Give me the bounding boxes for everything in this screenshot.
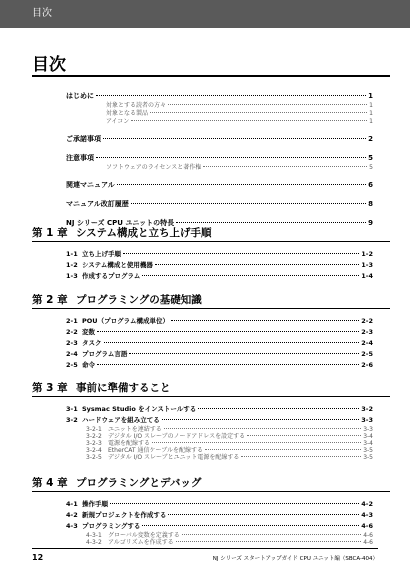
chapter-title: 事前に準備すること	[76, 382, 171, 394]
toc-entry-label: ユニットを連結する	[108, 426, 162, 433]
toc-entry-number: 3-2-5	[86, 454, 102, 461]
toc-subsection[interactable]	[86, 537, 373, 546]
toc-leader-dots	[247, 435, 361, 436]
toc-entry-label: NJ シリーズ CPU ユニットの特長	[66, 219, 175, 227]
toc-leader-dots	[164, 428, 361, 429]
toc-section[interactable]	[66, 499, 373, 508]
toc-entry-page: 4-2	[361, 500, 373, 508]
toc-leader-dots	[182, 534, 361, 535]
toc-entry-label: グローバル変数を定義する	[108, 532, 180, 539]
toc-entry-label: 変数	[82, 328, 95, 336]
toc-entry-label: 対象となる製品	[106, 110, 149, 117]
chapter-heading	[32, 225, 390, 240]
toc-entry-label: プログラミングする	[82, 522, 141, 530]
footer-divider	[32, 548, 378, 549]
toc-leader-dots	[142, 275, 359, 276]
toc-entry-label: 立ち上げ手順	[82, 250, 121, 258]
toc-entry-label: 注意事項	[66, 154, 94, 162]
toc-leader-dots	[97, 364, 359, 365]
toc-entry-number: 3-1	[66, 405, 78, 413]
footer-page-number: 12	[32, 553, 44, 562]
toc-entry-page: 1-3	[361, 261, 373, 269]
toc-section[interactable]	[66, 316, 373, 325]
toc-section[interactable]	[66, 249, 373, 258]
toc-entry-label: アルゴリズムを作成する	[108, 539, 174, 546]
chapter-title: プログラミングの基礎知識	[76, 294, 202, 306]
toc-entry-page: 4-6	[363, 539, 373, 546]
toc-leader-dots	[171, 320, 359, 321]
toc-entry-page: 3-5	[363, 454, 373, 461]
toc-entry-number: 3-2-2	[86, 433, 102, 440]
toc-leader-dots	[96, 157, 366, 158]
toc-entry-page: 9	[368, 219, 373, 227]
toc-entry-page: 1	[368, 92, 373, 100]
toc-leader-dots	[152, 442, 361, 443]
header-section-label: 目次	[32, 8, 52, 19]
toc-entry-page: 4-6	[361, 522, 373, 530]
toc-leader-dots	[131, 203, 366, 204]
toc-entry-page: 3-3	[361, 416, 373, 424]
toc-leader-dots	[104, 342, 360, 343]
toc-entry-label: 命令	[82, 361, 95, 369]
chapter-number: 第 4 章	[32, 477, 68, 489]
toc-entry-number: 4-3-1	[86, 532, 102, 539]
toc-entry-number: 4-3-2	[86, 539, 102, 546]
toc-section[interactable]	[66, 260, 373, 269]
toc-entry-page: 3-2	[361, 405, 373, 413]
chapter-divider	[32, 396, 390, 397]
toc-entry-page: 1-4	[361, 272, 373, 280]
toc-section[interactable]	[66, 404, 373, 413]
toc-entry-page: 1-2	[361, 250, 373, 258]
toc-entry-label: システム構成と使用機器	[82, 261, 153, 269]
toc-leader-dots	[117, 184, 366, 185]
toc-entry-page: 3-4	[363, 440, 373, 447]
toc-leader-dots	[203, 166, 367, 167]
toc-entry-page: 4-3	[361, 511, 373, 519]
toc-entry-label: マニュアル改訂履歴	[66, 200, 129, 208]
chapter-number: 第 3 章	[32, 382, 68, 394]
toc-section[interactable]	[66, 349, 373, 358]
toc-entry-label: 電源を配線する	[108, 440, 151, 447]
toc-entry-label: Sysmac Studio をインストールする	[82, 405, 197, 413]
toc-leader-dots	[198, 408, 359, 409]
toc-section[interactable]	[66, 327, 373, 336]
toc-entry-number: 4-3	[66, 522, 78, 530]
toc-entry-label: POU（プログラム構成単位）	[82, 317, 170, 325]
toc-entry-number: 2-1	[66, 317, 78, 325]
toc-entry-page: 2-2	[361, 317, 373, 325]
toc-section[interactable]	[66, 271, 373, 280]
toc-subsection[interactable]	[86, 452, 373, 461]
toc-entry-page: 3-5	[363, 447, 373, 454]
toc-entry-number: 1-2	[66, 261, 78, 269]
toc-entry-label: 新規プロジェクトを作成する	[82, 511, 167, 519]
toc-entry-number: 3-2-4	[86, 447, 102, 454]
chapter-number: 第 2 章	[32, 294, 68, 306]
toc-entry[interactable]	[66, 199, 373, 209]
chapter-number: 第 1 章	[32, 227, 68, 239]
toc-entry-label: デジタル I/O スレーブのノードアドレスを設定する	[108, 433, 246, 440]
toc-leader-dots	[162, 419, 360, 420]
toc-entry-label: プログラム言語	[82, 350, 128, 358]
toc-leader-dots	[168, 514, 359, 515]
toc-entry-page: 2-4	[361, 339, 373, 347]
toc-leader-dots	[129, 353, 359, 354]
toc-leader-dots	[97, 331, 359, 332]
toc-entry-label: 対象とする読者の方々	[106, 102, 167, 109]
toc-entry-label: 作成するプログラム	[82, 272, 141, 280]
toc-entry-page: 5	[369, 164, 373, 171]
toc-entry-page: 6	[368, 181, 373, 189]
chapter-divider	[32, 491, 390, 492]
chapter-heading	[32, 380, 390, 395]
toc-entry-number: 3-2-1	[86, 426, 102, 433]
toc-entry-page: 2-6	[361, 361, 373, 369]
toc-entry-label: ハードウェアを組み立てる	[82, 416, 160, 424]
toc-section[interactable]	[66, 521, 373, 530]
toc-entry-label: ソフトウェアのライセンスと著作権	[106, 164, 202, 171]
toc-subentry[interactable]	[106, 162, 373, 171]
page-title: 目次	[32, 55, 66, 75]
chapter-title: プログラミングとデバッグ	[76, 477, 202, 489]
toc-entry-page: 4-6	[363, 532, 373, 539]
toc-leader-dots	[241, 456, 361, 457]
toc-leader-dots	[131, 120, 367, 121]
toc-entry-page: 2	[368, 135, 373, 143]
toc-leader-dots	[142, 525, 359, 526]
toc-entry-page: 3-3	[363, 426, 373, 433]
toc-entry-number: 3-2-3	[86, 440, 102, 447]
toc-entry-number: 2-5	[66, 361, 78, 369]
toc-leader-dots	[96, 95, 366, 96]
toc-entry-page: 1	[369, 102, 373, 109]
toc-leader-dots	[205, 449, 361, 450]
toc-entry-page: 2-5	[361, 350, 373, 358]
toc-entry-page: 1	[369, 110, 373, 117]
toc-entry-label: デジタル I/O スレーブとユニット電源を配線する	[108, 454, 240, 461]
toc-leader-dots	[103, 138, 366, 139]
toc-entry-number: 2-3	[66, 339, 78, 347]
toc-entry-number: 2-2	[66, 328, 78, 336]
toc-entry-number: 2-4	[66, 350, 78, 358]
toc-entry-number: 3-2	[66, 416, 78, 424]
chapter-heading	[32, 292, 390, 307]
toc-entry-page: 8	[368, 200, 373, 208]
toc-entry-page: 3-4	[363, 433, 373, 440]
chapter-divider	[32, 308, 390, 309]
toc-entry-label: EtherCAT 通信ケーブルを配線する	[108, 447, 203, 454]
toc-entry-number: 1-3	[66, 272, 78, 280]
toc-leader-dots	[176, 541, 362, 542]
toc-entry-label: タスク	[82, 339, 102, 347]
toc-section[interactable]	[66, 338, 373, 347]
toc-entry-label: 操作手順	[82, 500, 108, 508]
toc-entry-number: 4-2	[66, 511, 78, 519]
toc-leader-dots	[176, 222, 366, 223]
toc-leader-dots	[168, 104, 367, 105]
toc-entry-page: 5	[368, 154, 373, 162]
chapter-divider	[32, 241, 390, 242]
toc-entry-page: 1	[369, 118, 373, 125]
toc-entry-number: 4-1	[66, 500, 78, 508]
toc-leader-dots	[150, 112, 367, 113]
toc-entry-label: ご承諾事項	[66, 135, 101, 143]
footer-manual-title: NJ シリーズ スタートアップガイド CPU ユニット編（SBCA-404）	[212, 556, 378, 562]
toc-subentry[interactable]	[106, 116, 373, 125]
toc-leader-dots	[110, 503, 359, 504]
toc-entry-label: アイコン	[106, 118, 130, 125]
toc-section[interactable]	[66, 360, 373, 369]
toc-entry[interactable]	[66, 134, 373, 144]
toc-leader-dots	[123, 253, 359, 254]
toc-entry-number: 1-1	[66, 250, 78, 258]
toc-entry[interactable]	[66, 180, 373, 190]
toc-entry-label: はじめに	[66, 92, 94, 100]
toc-section[interactable]	[66, 415, 373, 424]
chapter-title: システム構成と立ち上げ手順	[76, 227, 212, 239]
toc-entry-page: 2-3	[361, 328, 373, 336]
toc-entry-label: 関連マニュアル	[66, 181, 115, 189]
toc-leader-dots	[155, 264, 359, 265]
toc-section[interactable]	[66, 510, 373, 519]
chapter-heading	[32, 475, 390, 490]
